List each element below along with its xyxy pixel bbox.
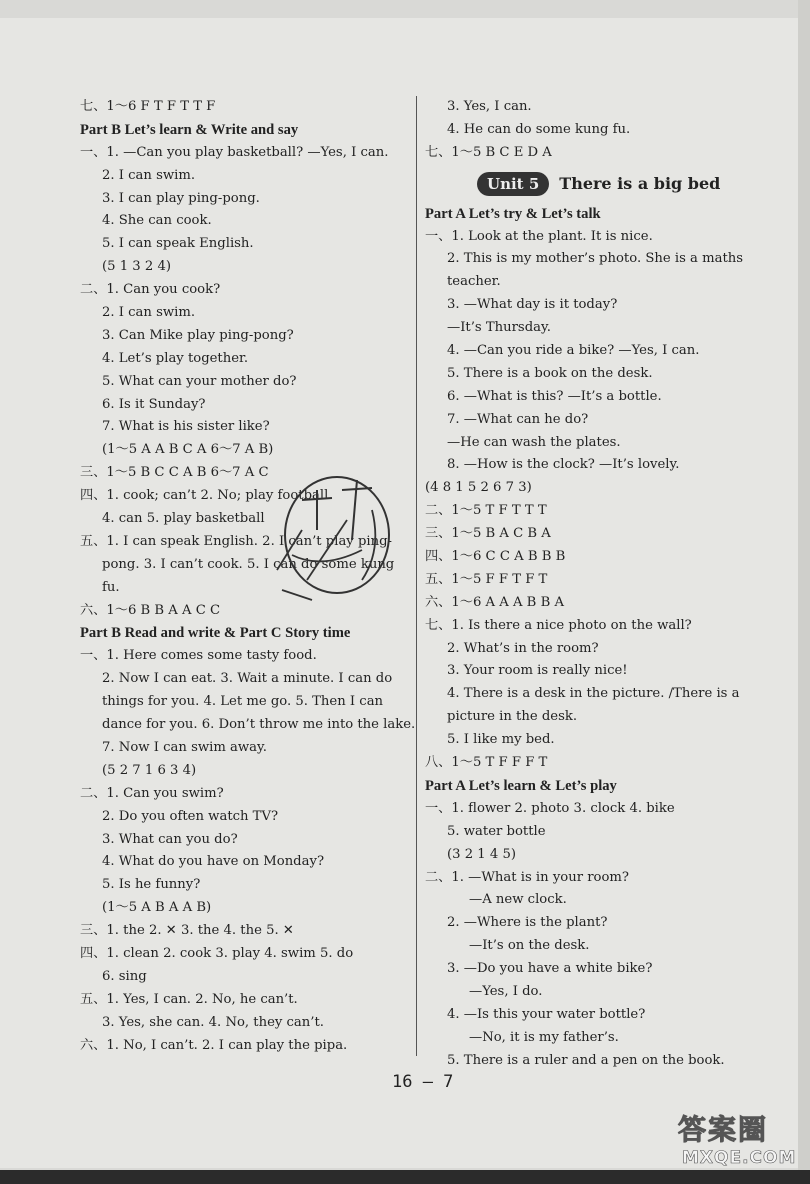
answer-line: 3. Your room is really nice! <box>447 663 628 679</box>
answer-line: 3. —Do you have a white bike? <box>447 961 653 977</box>
unit-badge: Unit 5 <box>477 172 549 196</box>
answer-line: 二、1. —What is in your room? <box>425 869 629 885</box>
answer-line: 3. Can Mike play ping-pong? <box>102 327 294 343</box>
answer-line: 三、1～5 B C C A B 6～7 A C <box>80 465 269 481</box>
answer-line: 四、1. clean 2. cook 3. play 4. swim 5. do <box>80 945 354 961</box>
unit-title: There is a big bed <box>559 173 721 193</box>
answer-line: 3. Yes, she can. 4. No, they can’t. <box>102 1014 324 1030</box>
answer-line: 六、1. No, I can’t. 2. I can play the pipa. <box>80 1037 348 1053</box>
answer-line: 4. What do you have on Monday? <box>102 854 325 870</box>
answer-line: —Yes, I do. <box>469 983 543 999</box>
answer-line: (4 8 1 5 2 6 7 3) <box>425 480 532 496</box>
answer-line: 5. I can speak English. <box>102 236 254 252</box>
answer-line: (3 2 1 4 5) <box>447 846 517 862</box>
answer-line: 一、1. Here comes some tasty food. <box>80 648 317 664</box>
answer-line: 5. I like my bed. <box>447 732 555 748</box>
answer-line: —It’s Thursday. <box>447 320 551 336</box>
section-heading: Part A Let’s learn & Let’s play <box>425 777 617 794</box>
answer-line: 五、1. I can speak English. 2. I can’t play ping- <box>80 533 392 549</box>
answer-line: 4. Let’s play together. <box>102 350 249 366</box>
right-column-bottom <box>425 203 760 1073</box>
answer-line: 7. What is his sister like? <box>102 419 270 435</box>
answer-line: 5. water bottle <box>447 823 546 839</box>
section-heading: Part A Let’s try & Let’s talk <box>425 205 601 222</box>
answer-line: 6. Is it Sunday? <box>102 396 206 412</box>
page-edge <box>798 0 810 1184</box>
answer-line: teacher. <box>447 274 501 290</box>
answer-line: (5 2 7 1 6 3 4) <box>102 762 197 778</box>
answer-line: 一、1. Look at the plant. It is nice. <box>425 228 653 244</box>
answer-line: (1～5 A B A A B) <box>102 900 212 916</box>
answer-line: (5 1 3 2 4) <box>102 259 172 275</box>
answer-line: 三、1. the 2. ✕ 3. the 4. the 5. ✕ <box>80 923 294 939</box>
watermark-url: MXQE.COM <box>682 1148 797 1168</box>
answer-line: 一、1. flower 2. photo 3. clock 4. bike <box>425 800 675 816</box>
answer-line: 5. There is a ruler and a pen on the book. <box>447 1052 725 1068</box>
answer-line: —No, it is my father’s. <box>469 1029 619 1045</box>
answer-line: 二、1. Can you cook? <box>80 282 221 298</box>
answer-line: 6. sing <box>102 968 147 984</box>
answer-line: 4. —Can you ride a bike? —Yes, I can. <box>447 343 700 359</box>
answer-line: 二、1. Can you swim? <box>80 785 224 801</box>
right-column <box>425 96 760 1073</box>
answer-line: 3. I can play ping-pong. <box>102 190 260 206</box>
answer-line: dance for you. 6. Don’t throw me into the lake. <box>102 717 416 733</box>
answer-line: 5. What can your mother do? <box>102 373 297 389</box>
section-heading: Part B Read and write & Part C Story time <box>80 625 351 642</box>
answer-line: 4. can 5. play basketball <box>102 511 265 527</box>
answer-line: 2. —Where is the plant? <box>447 915 608 931</box>
right-column-top <box>425 96 760 165</box>
scan-shadow <box>0 1170 810 1184</box>
answer-line: 7. —What can he do? <box>447 411 589 427</box>
answer-line: 4. She can cook. <box>102 213 212 229</box>
answer-line: 七、1. Is there a nice photo on the wall? <box>425 617 692 633</box>
answer-line: 2. Do you often watch TV? <box>102 808 279 824</box>
handwritten-stamp <box>262 460 412 610</box>
section-heading: Part B Let’s learn & Write and say <box>80 121 299 138</box>
answer-line: 七、1～5 B C E D A <box>425 144 552 160</box>
answer-line: 2. I can swim. <box>102 305 196 321</box>
unit-heading <box>425 169 760 199</box>
answer-line: 5. There is a book on the desk. <box>447 365 653 381</box>
watermark-logo: 答案圈 <box>678 1113 769 1146</box>
answer-line: 5. Is he funny? <box>102 877 201 893</box>
answer-line: 7. Now I can swim away. <box>102 739 267 755</box>
answer-line: picture in the desk. <box>447 709 578 725</box>
answer-line: —It’s on the desk. <box>469 938 590 954</box>
answer-line: 二、1～5 T F T T T <box>425 503 547 519</box>
answer-line: 3. Yes, I can. <box>447 99 532 114</box>
answer-line: 3. —What day is it today? <box>447 297 618 313</box>
answer-line: 六、1～6 B B A A C C <box>80 602 221 618</box>
answer-line: 2. I can swim. <box>102 167 196 183</box>
answer-line: 4. —Is this your water bottle? <box>447 1006 646 1022</box>
answer-line: 4. There is a desk in the picture. /There is a <box>447 686 740 702</box>
answer-line: —A new clock. <box>469 892 567 908</box>
answer-line: 6. —What is this? —It’s a bottle. <box>447 388 662 404</box>
answer-line: 八、1～5 T F F F T <box>425 755 548 771</box>
answer-line: 七、1～6 F T F T T F <box>80 99 216 114</box>
answer-line: pong. 3. I can’t cook. 5. I can do some kung <box>102 556 395 572</box>
answer-line: 2. Now I can eat. 3. Wait a minute. I can do <box>102 671 393 687</box>
answer-line: fu. <box>102 579 120 595</box>
answer-line: 六、1～6 A A A B B A <box>425 594 564 610</box>
answer-line: 一、1. —Can you play basketball? —Yes, I can. <box>80 144 389 160</box>
answer-line: 2. This is my mother’s photo. She is a maths <box>447 251 744 267</box>
column-divider <box>416 96 417 1056</box>
answer-line: 四、1～6 C C A B B B <box>425 549 566 565</box>
answer-line: —He can wash the plates. <box>447 434 621 450</box>
answer-line: 8. —How is the clock? —It’s lovely. <box>447 457 680 473</box>
answer-line: 四、1. cook; can’t 2. No; play football <box>80 488 329 504</box>
answer-line: 3. What can you do? <box>102 831 238 847</box>
answer-line: 2. What’s in the room? <box>447 640 599 656</box>
watermark <box>678 1108 797 1168</box>
answer-line: 五、1. Yes, I can. 2. No, he can’t. <box>80 991 298 1007</box>
answer-line: 三、1～5 B A C B A <box>425 526 551 542</box>
answer-line: 4. He can do some kung fu. <box>447 121 631 137</box>
page-number: 16 — 7 <box>392 1072 454 1092</box>
answer-line: (1～5 A A B C A 6～7 A B) <box>102 442 274 458</box>
answer-line: things for you. 4. Let me go. 5. Then I can <box>102 694 384 710</box>
answer-line: 五、1～5 F F T F T <box>425 571 548 587</box>
